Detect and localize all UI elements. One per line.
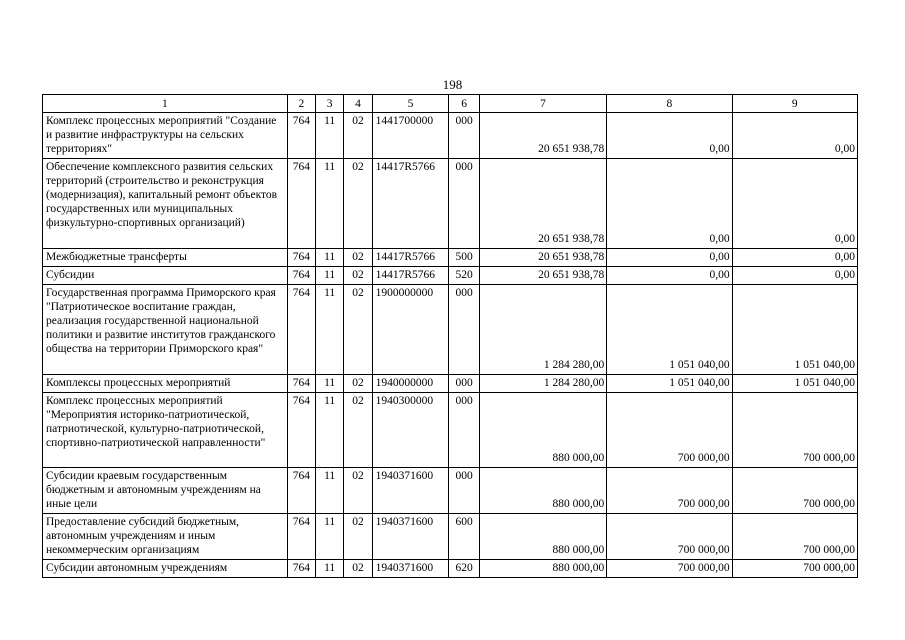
table-row	[43, 285, 858, 375]
ved-code-cell: 764	[287, 375, 315, 393]
amount-col9-cell: 0,00	[732, 249, 857, 267]
expense-type-cell: 500	[449, 249, 479, 267]
column-header-3: 3	[316, 95, 344, 113]
target-article-cell: 1940371600	[372, 514, 449, 560]
subsection-code-cell: 02	[344, 393, 372, 468]
section-code-cell: 11	[316, 113, 344, 159]
amount-col7-cell: 880 000,00	[479, 560, 606, 578]
amount-col9-cell: 0,00	[732, 267, 857, 285]
target-article-cell: 14417R5766	[372, 159, 449, 249]
subsection-code-cell: 02	[344, 560, 372, 578]
section-code-cell: 11	[316, 514, 344, 560]
ved-code-cell: 764	[287, 249, 315, 267]
budget-table	[42, 94, 858, 578]
expense-type-cell: 000	[449, 285, 479, 375]
amount-col7-cell: 880 000,00	[479, 514, 606, 560]
expense-type-cell: 000	[449, 468, 479, 514]
subsection-code-cell: 02	[344, 514, 372, 560]
column-header-4: 4	[344, 95, 372, 113]
target-article-cell: 1940371600	[372, 468, 449, 514]
section-code-cell: 11	[316, 267, 344, 285]
amount-col7-cell: 20 651 938,78	[479, 113, 606, 159]
amount-col7-cell: 1 284 280,00	[479, 375, 606, 393]
amount-col7-cell: 20 651 938,78	[479, 159, 606, 249]
expense-type-cell: 000	[449, 113, 479, 159]
expense-type-cell: 000	[449, 375, 479, 393]
amount-col8-cell: 0,00	[607, 249, 732, 267]
section-code-cell: 11	[316, 560, 344, 578]
table-row	[43, 267, 858, 285]
column-header-1: 1	[43, 95, 288, 113]
expense-type-cell: 620	[449, 560, 479, 578]
section-code-cell: 11	[316, 159, 344, 249]
table-row	[43, 113, 858, 159]
header-row	[43, 95, 858, 113]
amount-col9-cell: 700 000,00	[732, 560, 857, 578]
target-article-cell: 1900000000	[372, 285, 449, 375]
ved-code-cell: 764	[287, 468, 315, 514]
amount-col7-cell: 880 000,00	[479, 393, 606, 468]
ved-code-cell: 764	[287, 393, 315, 468]
amount-col9-cell: 1 051 040,00	[732, 375, 857, 393]
subsection-code-cell: 02	[344, 249, 372, 267]
amount-col7-cell: 20 651 938,78	[479, 267, 606, 285]
amount-col8-cell: 0,00	[607, 113, 732, 159]
target-article-cell: 1441700000	[372, 113, 449, 159]
section-code-cell: 11	[316, 393, 344, 468]
subsection-code-cell: 02	[344, 375, 372, 393]
ved-code-cell: 764	[287, 267, 315, 285]
row-name-cell: Комплекс процессных мероприятий "Создание и развитие инфраструктуры на сельских территориях"	[43, 113, 288, 159]
row-name-cell: Обеспечение комплексного развития сельских территорий (строительство и реконструкция (модернизация), капитальный ремонт объектов государственных или муниципальных физкультурно-спортивных организаций)	[43, 159, 288, 249]
column-header-9: 9	[732, 95, 857, 113]
amount-col8-cell: 700 000,00	[607, 514, 732, 560]
section-code-cell: 11	[316, 468, 344, 514]
subsection-code-cell: 02	[344, 113, 372, 159]
amount-col7-cell: 880 000,00	[479, 468, 606, 514]
amount-col9-cell: 700 000,00	[732, 514, 857, 560]
amount-col8-cell: 1 051 040,00	[607, 375, 732, 393]
row-name-cell: Комплекс процессных мероприятий "Мероприятия историко-патриотической, патриотической, культурно-патриотической, спортивно-патриотической направленности"	[43, 393, 288, 468]
expense-type-cell: 000	[449, 393, 479, 468]
table-row	[43, 560, 858, 578]
amount-col8-cell: 700 000,00	[607, 393, 732, 468]
target-article-cell: 14417R5766	[372, 249, 449, 267]
table-row	[43, 393, 858, 468]
column-header-8: 8	[607, 95, 732, 113]
target-article-cell: 14417R5766	[372, 267, 449, 285]
amount-col9-cell: 700 000,00	[732, 468, 857, 514]
ved-code-cell: 764	[287, 159, 315, 249]
amount-col8-cell: 700 000,00	[607, 560, 732, 578]
table-body	[43, 113, 858, 578]
subsection-code-cell: 02	[344, 285, 372, 375]
column-header-5: 5	[372, 95, 449, 113]
subsection-code-cell: 02	[344, 159, 372, 249]
page-number: 198	[442, 77, 463, 92]
section-code-cell: 11	[316, 375, 344, 393]
target-article-cell: 1940371600	[372, 560, 449, 578]
ved-code-cell: 764	[287, 285, 315, 375]
amount-col9-cell: 1 051 040,00	[732, 285, 857, 375]
row-name-cell: Государственная программа Приморского края "Патриотическое воспитание граждан, реализация государственной национальной политики и развитие институтов гражданского общества на территории Приморского края"	[43, 285, 288, 375]
amount-col8-cell: 1 051 040,00	[607, 285, 732, 375]
subsection-code-cell: 02	[344, 468, 372, 514]
amount-col9-cell: 0,00	[732, 113, 857, 159]
expense-type-cell: 520	[449, 267, 479, 285]
row-name-cell: Межбюджетные трансферты	[43, 249, 288, 267]
expense-type-cell: 600	[449, 514, 479, 560]
section-code-cell: 11	[316, 249, 344, 267]
row-name-cell: Комплексы процессных мероприятий	[43, 375, 288, 393]
ved-code-cell: 764	[287, 514, 315, 560]
table-row	[43, 159, 858, 249]
table-row	[43, 249, 858, 267]
column-header-2: 2	[287, 95, 315, 113]
subsection-code-cell: 02	[344, 267, 372, 285]
ved-code-cell: 764	[287, 560, 315, 578]
expense-type-cell: 000	[449, 159, 479, 249]
amount-col9-cell: 700 000,00	[732, 393, 857, 468]
row-name-cell: Субсидии	[43, 267, 288, 285]
column-header-7: 7	[479, 95, 606, 113]
row-name-cell: Субсидии краевым государственным бюджетным и автономным учреждениям на иные цели	[43, 468, 288, 514]
target-article-cell: 1940300000	[372, 393, 449, 468]
table-row	[43, 468, 858, 514]
amount-col8-cell: 700 000,00	[607, 468, 732, 514]
section-code-cell: 11	[316, 285, 344, 375]
row-name-cell: Субсидии автономным учреждениям	[43, 560, 288, 578]
target-article-cell: 1940000000	[372, 375, 449, 393]
amount-col8-cell: 0,00	[607, 159, 732, 249]
table-row	[43, 375, 858, 393]
amount-col7-cell: 1 284 280,00	[479, 285, 606, 375]
table-row	[43, 514, 858, 560]
ved-code-cell: 764	[287, 113, 315, 159]
amount-col8-cell: 0,00	[607, 267, 732, 285]
column-header-6: 6	[449, 95, 479, 113]
amount-col9-cell: 0,00	[732, 159, 857, 249]
amount-col7-cell: 20 651 938,78	[479, 249, 606, 267]
row-name-cell: Предоставление субсидий бюджетным, автономным учреждениям и иным некоммерческим организациям	[43, 514, 288, 560]
